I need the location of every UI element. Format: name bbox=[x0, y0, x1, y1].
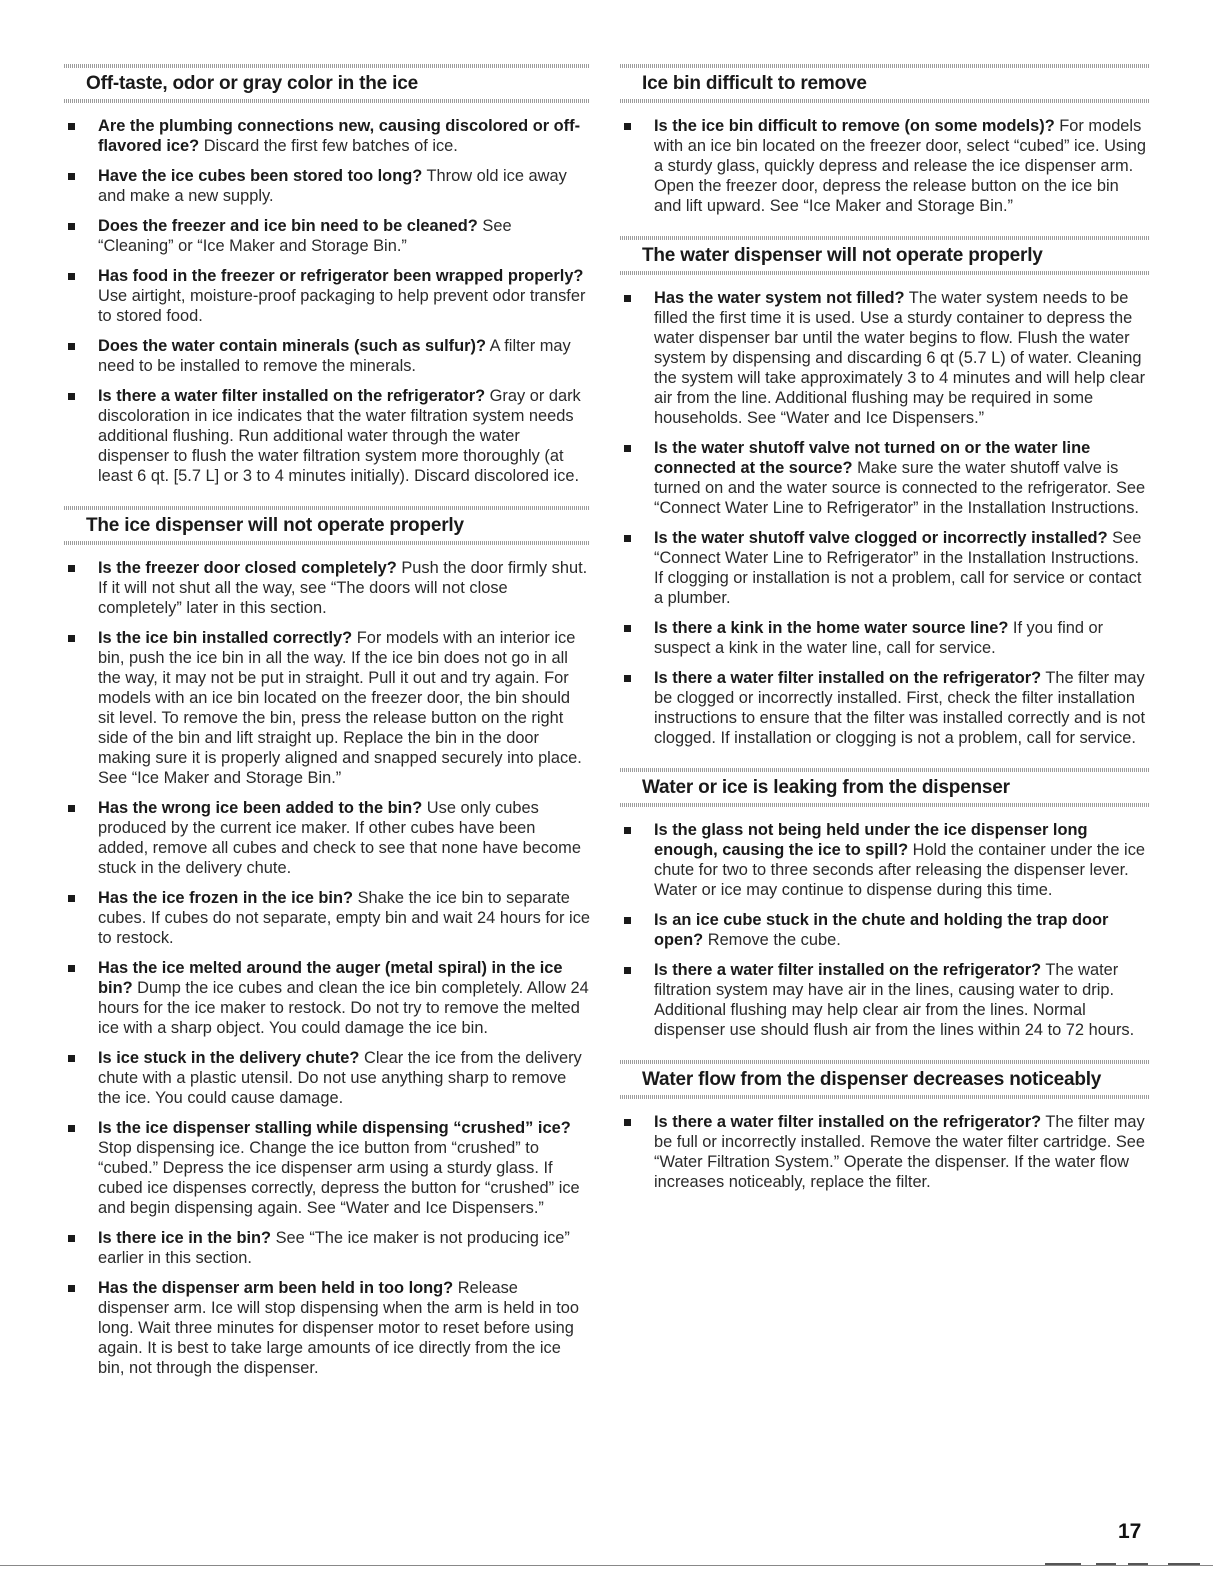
answer-text: For models with an interior ice bin, push the ice bin in all the way. If the ice bin does not go in all the way, it may not be put in straight. Pull it out and try again. For models with an ice bin located on the freezer door, the bin should sit level. To remove the bin, press the release button on the right side of the bin and lift straight up. Replace the bin in the door making sure it is properly aligned and snapped securely into place. See “Ice Maker and Storage Bin.” bbox=[98, 629, 582, 787]
question-text: Is the freezer door closed completely? bbox=[98, 559, 397, 577]
square-bullet-icon bbox=[68, 1125, 75, 1132]
list-item bbox=[64, 266, 590, 326]
question-text: Has the ice melted around the auger (metal spiral) in the ice bin? bbox=[98, 959, 563, 997]
list-item bbox=[64, 798, 590, 878]
right-column bbox=[620, 64, 1150, 1212]
question-text: Has the ice frozen in the ice bin? bbox=[98, 889, 354, 907]
answer-text: The filter may be clogged or incorrectly installed. First, check the filter installation instructions to ensure that the filter was installed correctly and is not clogged. If installation or clogging is not a problem, call for service. bbox=[654, 669, 1146, 747]
answer-text: See “The ice maker is not producing ice” earlier in this section. bbox=[98, 1229, 570, 1267]
list-item bbox=[64, 888, 590, 948]
question-text: Is there a kink in the home water source line? bbox=[654, 619, 1009, 637]
square-bullet-icon bbox=[624, 917, 631, 924]
answer-text: Stop dispensing ice. Change the ice button from “crushed” to “cubed.” Depress the ice dispenser arm using a sturdy glass. If cubed ice dispenses correctly, depress the button for “crushed” ice and begin dispensing again. See “Water and Ice Dispensers.” bbox=[98, 1139, 580, 1217]
list-item bbox=[64, 166, 590, 206]
square-bullet-icon bbox=[68, 965, 75, 972]
square-bullet-icon bbox=[624, 535, 631, 542]
answer-text: Dump the ice cubes and clean the ice bin completely. Allow 24 hours for the ice maker to restock. Do not try to remove the melted ice with a sharp object. You could damage the ice bin. bbox=[98, 979, 589, 1037]
section-rule-top bbox=[620, 236, 1150, 240]
square-bullet-icon bbox=[68, 635, 75, 642]
answer-text: For models with an ice bin located on the freezer door, select “cubed” ice. Using a sturdy glass, quickly depress and release the ice dispenser arm. Open the freezer door, depress the release button on the ice bin and lift upward. See “Ice Maker and Storage Bin.” bbox=[654, 117, 1146, 215]
question-text: Is the glass not being held under the ice dispenser long enough, causing the ice to spill? bbox=[654, 821, 1088, 859]
question-text: Are the plumbing connections new, causing discolored or off-flavored ice? bbox=[98, 117, 581, 155]
question-text: Does the freezer and ice bin need to be cleaned? bbox=[98, 217, 478, 235]
answer-text: Make sure the water shutoff valve is turned on and the water source is connected to the refrigerator. See “Connect Water Line to Refrigerator” in the Installation Instructions. bbox=[654, 459, 1146, 517]
list-item bbox=[64, 336, 590, 376]
list-item bbox=[620, 1112, 1150, 1192]
list-item bbox=[620, 288, 1150, 428]
page-number: 17 bbox=[1118, 1520, 1142, 1543]
square-bullet-icon bbox=[68, 273, 75, 280]
question-text: Has the wrong ice been added to the bin? bbox=[98, 799, 423, 817]
answer-text: The water system needs to be filled the first time it is used. Use a sturdy container to depress the water dispenser bar until the water begins to flow. Flush the water system by dispensing and discarding 6 qt (5.7 L) of water. Cleaning the system will take approximately 3 to 4 minutes and will help clear air from the line. Additional flushing may be required in some households. See “Water and Ice Dispensers.” bbox=[654, 289, 1146, 427]
list-item bbox=[64, 1228, 590, 1268]
troubleshooting-section bbox=[620, 1060, 1150, 1192]
list-item bbox=[64, 1048, 590, 1108]
question-text: Is there ice in the bin? bbox=[98, 1229, 272, 1247]
list-item bbox=[64, 216, 590, 256]
square-bullet-icon bbox=[68, 393, 75, 400]
list-item bbox=[620, 438, 1150, 518]
question-text: Is the ice dispenser stalling while dispensing “crushed” ice? bbox=[98, 1119, 571, 1137]
question-text: Does the water contain minerals (such as sulfur)? bbox=[98, 337, 487, 355]
list-item bbox=[64, 628, 590, 788]
answer-text: Shake the ice bin to separate cubes. If cubes do not separate, empty bin and wait 24 hours for ice to restock. bbox=[98, 889, 591, 947]
question-text: Has food in the freezer or refrigerator been wrapped properly? bbox=[98, 267, 584, 285]
section-heading: Water flow from the dispenser decreases noticeably bbox=[642, 1069, 1102, 1090]
section-heading: The ice dispenser will not operate properly bbox=[86, 515, 464, 536]
troubleshooting-section bbox=[620, 64, 1150, 216]
list-item bbox=[64, 958, 590, 1038]
answer-text: The filter may be full or incorrectly installed. Remove the water filter cartridge. See “Water Filtration System.” Operate the dispenser. If the water flow increases noticeably, replace the filter. bbox=[654, 1113, 1146, 1191]
square-bullet-icon bbox=[68, 173, 75, 180]
bottom-mark bbox=[1128, 1563, 1148, 1565]
section-rule-top bbox=[620, 1060, 1150, 1064]
square-bullet-icon bbox=[68, 565, 75, 572]
question-text: Is the water shutoff valve not turned on or the water line connected at the source? bbox=[654, 439, 1091, 477]
list-item bbox=[620, 820, 1150, 900]
list-item bbox=[64, 1118, 590, 1218]
answer-text: See “Connect Water Line to Refrigerator” in the Installation Instructions. If clogging or installation is not a problem, call for service or contact a plumber. bbox=[654, 529, 1142, 607]
section-rule-bottom bbox=[64, 99, 590, 103]
square-bullet-icon bbox=[68, 805, 75, 812]
answer-text: Remove the cube. bbox=[707, 931, 841, 949]
square-bullet-icon bbox=[68, 223, 75, 230]
troubleshooting-section bbox=[64, 506, 590, 1378]
section-heading: Off-taste, odor or gray color in the ice bbox=[86, 73, 418, 94]
list-item bbox=[620, 116, 1150, 216]
square-bullet-icon bbox=[68, 1055, 75, 1062]
list-item bbox=[620, 910, 1150, 950]
question-list bbox=[64, 116, 590, 486]
list-item bbox=[620, 528, 1150, 608]
troubleshooting-section bbox=[620, 768, 1150, 1040]
question-text: Has the dispenser arm been held in too long? bbox=[98, 1279, 454, 1297]
answer-text: See “Cleaning” or “Ice Maker and Storage Bin.” bbox=[98, 217, 512, 255]
section-heading: The water dispenser will not operate properly bbox=[642, 245, 1043, 266]
left-column bbox=[64, 64, 590, 1398]
section-rule-bottom bbox=[620, 99, 1150, 103]
section-rule-top bbox=[620, 768, 1150, 772]
section-rule-bottom bbox=[620, 1095, 1150, 1099]
list-item bbox=[64, 116, 590, 156]
bottom-mark bbox=[1168, 1563, 1200, 1565]
section-rule-bottom bbox=[620, 803, 1150, 807]
square-bullet-icon bbox=[68, 895, 75, 902]
bottom-rule bbox=[0, 1565, 1213, 1566]
answer-text: Use airtight, moisture-proof packaging to help prevent odor transfer to stored food. bbox=[98, 287, 586, 325]
question-list bbox=[620, 820, 1150, 1040]
list-item bbox=[64, 1278, 590, 1378]
list-item bbox=[620, 668, 1150, 748]
square-bullet-icon bbox=[624, 123, 631, 130]
square-bullet-icon bbox=[624, 625, 631, 632]
square-bullet-icon bbox=[68, 123, 75, 130]
question-text: Is the ice bin difficult to remove (on some models)? bbox=[654, 117, 1055, 135]
question-text: Has the water system not filled? bbox=[654, 289, 905, 307]
answer-text: The water filtration system may have air in the lines, causing water to drip. Additional flushing may help clear air from the lines. Normal dispenser use should flush air from the lines within 24 to 72 hours. bbox=[654, 961, 1135, 1039]
square-bullet-icon bbox=[624, 827, 631, 834]
section-rule-bottom bbox=[620, 271, 1150, 275]
question-text: Is the water shutoff valve clogged or incorrectly installed? bbox=[654, 529, 1108, 547]
question-text: Have the ice cubes been stored too long? bbox=[98, 167, 423, 185]
question-text: Is there a water filter installed on the refrigerator? bbox=[98, 387, 486, 405]
troubleshooting-section bbox=[64, 64, 590, 486]
square-bullet-icon bbox=[68, 1235, 75, 1242]
square-bullet-icon bbox=[68, 1285, 75, 1292]
question-list bbox=[620, 288, 1150, 748]
troubleshooting-section bbox=[620, 236, 1150, 748]
answer-text: Clear the ice from the delivery chute with a plastic utensil. Do not use anything sharp to remove the ice. You could cause damage. bbox=[98, 1049, 582, 1107]
question-text: Is there a water filter installed on the refrigerator? bbox=[654, 961, 1042, 979]
list-item bbox=[64, 386, 590, 486]
answer-text: Discard the first few batches of ice. bbox=[203, 137, 458, 155]
answer-text: Release dispenser arm. Ice will stop dispensing when the arm is held in too long. Wait three minutes for dispenser motor to reset before using again. It is best to take large amounts of ice directly from the ice bin, not through the dispenser. bbox=[98, 1279, 580, 1377]
section-rule-bottom bbox=[64, 541, 590, 545]
answer-text: Hold the container under the ice chute for two to three seconds after releasing the dispenser lever. Water or ice may continue to dispense during this time. bbox=[654, 841, 1146, 899]
question-list bbox=[620, 1112, 1150, 1192]
square-bullet-icon bbox=[624, 675, 631, 682]
square-bullet-icon bbox=[624, 445, 631, 452]
section-rule-top bbox=[64, 506, 590, 510]
answer-text: Use only cubes produced by the current ice maker. If other cubes have been added, remove all cubes and check to see that none have become stuck in the delivery chute. bbox=[98, 799, 581, 877]
question-text: Is there a water filter installed on the refrigerator? bbox=[654, 1113, 1042, 1131]
section-heading: Water or ice is leaking from the dispenser bbox=[642, 777, 1010, 798]
bottom-mark bbox=[1045, 1563, 1081, 1565]
square-bullet-icon bbox=[624, 295, 631, 302]
answer-text: If you find or suspect a kink in the water line, call for service. bbox=[654, 619, 1104, 657]
section-heading: Ice bin difficult to remove bbox=[642, 73, 867, 94]
question-text: Is the ice bin installed correctly? bbox=[98, 629, 353, 647]
question-text: Is there a water filter installed on the refrigerator? bbox=[654, 669, 1042, 687]
square-bullet-icon bbox=[68, 343, 75, 350]
question-list bbox=[620, 116, 1150, 216]
answer-text: Push the door firmly shut. If it will not shut all the way, see “The doors will not close completely” later in this section. bbox=[98, 559, 588, 617]
answer-text: Throw old ice away and make a new supply. bbox=[98, 167, 567, 205]
question-list bbox=[64, 558, 590, 1378]
question-text: Is an ice cube stuck in the chute and holding the trap door open? bbox=[654, 911, 1109, 949]
square-bullet-icon bbox=[624, 1119, 631, 1126]
square-bullet-icon bbox=[624, 967, 631, 974]
section-rule-top bbox=[64, 64, 590, 68]
answer-text: Gray or dark discoloration in ice indicates that the water filtration system needs additional flushing. Run additional water through the water dispenser to flush the water filtration system more thoroughly (at least 6 qt. [5.7 L] or 3 to 4 minutes initially). Discard discolored ice. bbox=[98, 387, 581, 485]
question-text: Is ice stuck in the delivery chute? bbox=[98, 1049, 360, 1067]
list-item bbox=[620, 960, 1150, 1040]
section-rule-top bbox=[620, 64, 1150, 68]
list-item bbox=[620, 618, 1150, 658]
list-item bbox=[64, 558, 590, 618]
bottom-mark bbox=[1096, 1563, 1116, 1565]
answer-text: A filter may need to be installed to remove the minerals. bbox=[98, 337, 571, 375]
